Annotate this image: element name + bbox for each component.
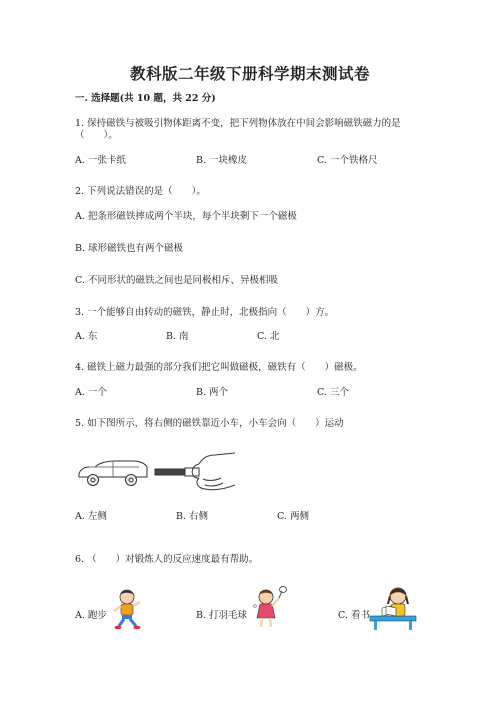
question-3-stem: 3. 一个能够自由转动的磁铁，静止时，北极指向（ ）方。: [75, 307, 335, 318]
question-1-stem-cont: （ ）。: [75, 130, 118, 141]
car-magnet-figure: [75, 445, 235, 497]
question-4-option-b: B. 两个: [196, 387, 229, 398]
question-5-stem: 5. 如下图所示，将右侧的磁铁靠近小车，小车会向（ ）运动: [75, 418, 344, 429]
question-2-option-c: C. 不同形状的磁铁之间也是同极相斥、异极相吸: [75, 275, 278, 286]
question-1-stem: 1. 保持磁铁与被吸引物体距离不变，把下列物体放在中间会影响磁铁磁力的是: [75, 118, 401, 129]
question-4-option-a: A. 一个: [75, 387, 107, 398]
question-1-option-b: B. 一块橡皮: [196, 155, 248, 166]
question-6-stem: 6. （ ）对锻炼人的反应速度最有帮助。: [75, 554, 259, 565]
running-child-image: [110, 588, 144, 630]
page-title: 教科版二年级下册科学期末测试卷: [129, 64, 370, 83]
question-5-option-a: A. 左侧: [75, 511, 107, 522]
question-6-option-a: A. 跑步: [75, 610, 107, 621]
question-1-option-c: C. 一个铁格尺: [317, 155, 378, 166]
question-2-stem: 2. 下列说法错误的是（ ）。: [75, 186, 206, 197]
question-1-option-a: A. 一张卡纸: [75, 155, 126, 166]
section-heading: 一. 选择题(共 10 题，共 22 分): [75, 93, 216, 104]
question-3-option-b: B. 南: [166, 331, 189, 342]
question-2-option-b: B. 球形磁铁也有两个磁极: [75, 243, 184, 254]
reading-child-image: [368, 586, 418, 632]
hand-with-magnet: [155, 453, 235, 490]
question-5-option-c: C. 两侧: [277, 511, 309, 522]
question-4-option-c: C. 三个: [317, 387, 349, 398]
question-6-option-b: B. 打羽毛球: [196, 610, 248, 621]
question-3-option-a: A. 东: [75, 331, 98, 342]
question-6-option-c: C. 看书: [338, 610, 370, 621]
question-3-option-c: C. 北: [257, 331, 280, 342]
question-2-option-a: A. 把条形磁铁摔成两个半块，每个半块剩下一个磁极: [75, 211, 297, 222]
toy-car: [79, 461, 147, 486]
question-4-stem: 4. 磁铁上磁力最强的部分我们把它叫做磁极，磁铁有（ ）磁极。: [75, 362, 363, 373]
badminton-child-image: [250, 586, 288, 630]
question-5-option-b: B. 右侧: [176, 511, 209, 522]
